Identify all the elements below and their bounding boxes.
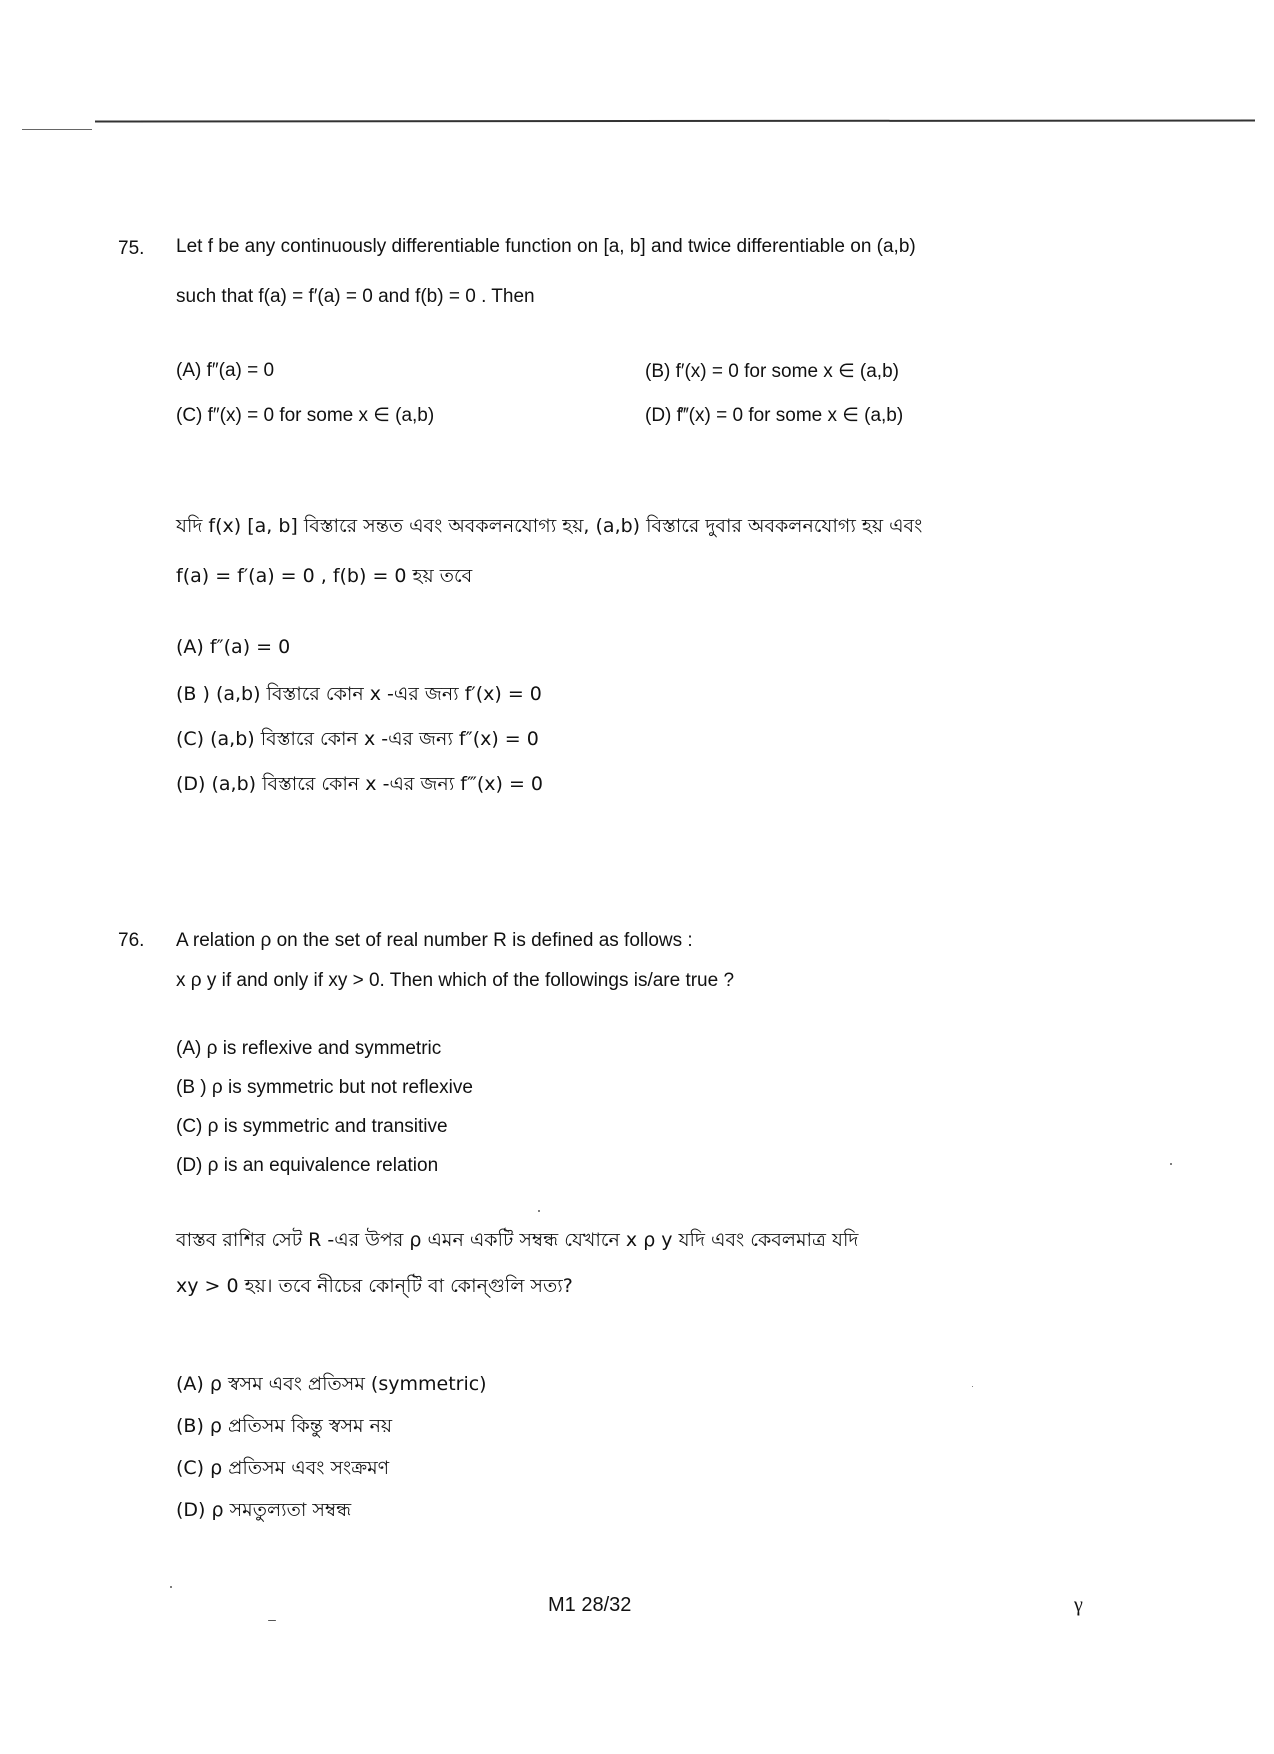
scan-speck	[538, 1210, 540, 1212]
option-d-bn: (D) (a,b) বিস্তারে কোন x -এর জন্য f‴(x) = 0	[176, 773, 544, 795]
option-c-en: (C) f″(x) = 0 for some x ∈ (a,b)	[176, 405, 435, 426]
option-b-bn: (B) ρ প্রতিসম কিন্তু স্বসম নয়	[176, 1415, 393, 1437]
question-number: 75.	[118, 238, 145, 259]
scan-speck	[268, 1620, 276, 1621]
option-a-bn: (A) ρ স্বসম এবং প্রতিসম (symmetric)	[176, 1373, 487, 1395]
option-c-en: (C) ρ is symmetric and transitive	[176, 1116, 448, 1137]
option-b-bn: (B ) (a,b) বিস্তারে কোন x -এর জন্য f′(x) = 0	[176, 683, 542, 705]
question-stem-bn-line1: যদি f(x) [a, b] বিস্তারে সন্তত এবং অবকলনযোগ্য হয়, (a,b) বিস্তারে দুবার অবকলনযোগ্য হয় এবং	[176, 515, 923, 537]
option-a-bn: (A) f″(a) = 0	[176, 636, 291, 658]
option-d-en: (D) ρ is an equivalence relation	[176, 1155, 439, 1176]
question-stem-en-line1: A relation ρ on the set of real number R is defined as follows :	[176, 930, 693, 951]
header-rule-fragment	[22, 129, 92, 130]
question-stem-bn-line2: f(a) = f′(a) = 0 , f(b) = 0 হয় তবে	[176, 565, 473, 587]
page-number: M1 28/32	[548, 1594, 632, 1616]
header-rule	[95, 119, 1255, 122]
question-stem-bn-line1: বাস্তব রাশির সেট R -এর উপর ρ এমন একটি সম্বন্ধ যেখানে x ρ y যদি এবং কেবলমাত্র যদি	[176, 1229, 859, 1251]
question-stem-en-line2: x ρ y if and only if xy > 0. Then which of the followings is/are true ?	[176, 970, 735, 991]
option-b-en: (B ) ρ is symmetric but not reflexive	[176, 1077, 473, 1098]
option-a-en: (A) f″(a) = 0	[176, 360, 275, 381]
option-b-en: (B) f′(x) = 0 for some x ∈ (a,b)	[645, 361, 899, 382]
corner-mark: γ	[1074, 1594, 1083, 1616]
question-stem-en-line1: Let f be any continuously differentiable function on [a, b] and twice differentiable on (a,b)	[176, 236, 916, 257]
question-stem-en-line2: such that f(a) = f′(a) = 0 and f(b) = 0 . Then	[176, 286, 535, 307]
option-d-en: (D) f‴(x) = 0 for some x ∈ (a,b)	[645, 405, 904, 426]
option-d-bn: (D) ρ সমতুল্যতা সম্বন্ধ	[176, 1499, 352, 1521]
scan-speck	[170, 1586, 172, 1588]
scan-speck	[1170, 1163, 1172, 1165]
option-c-bn: (C) (a,b) বিস্তারে কোন x -এর জন্য f″(x) = 0	[176, 728, 539, 750]
question-stem-bn-line2: xy > 0 হয়। তবে নীচের কোন্‌টি বা কোন্‌গুলি সত্য?	[176, 1275, 573, 1297]
option-c-bn: (C) ρ প্রতিসম এবং সংক্রমণ	[176, 1457, 390, 1479]
scan-speck	[972, 1386, 973, 1387]
question-number: 76.	[118, 930, 145, 951]
option-a-en: (A) ρ is reflexive and symmetric	[176, 1038, 442, 1059]
